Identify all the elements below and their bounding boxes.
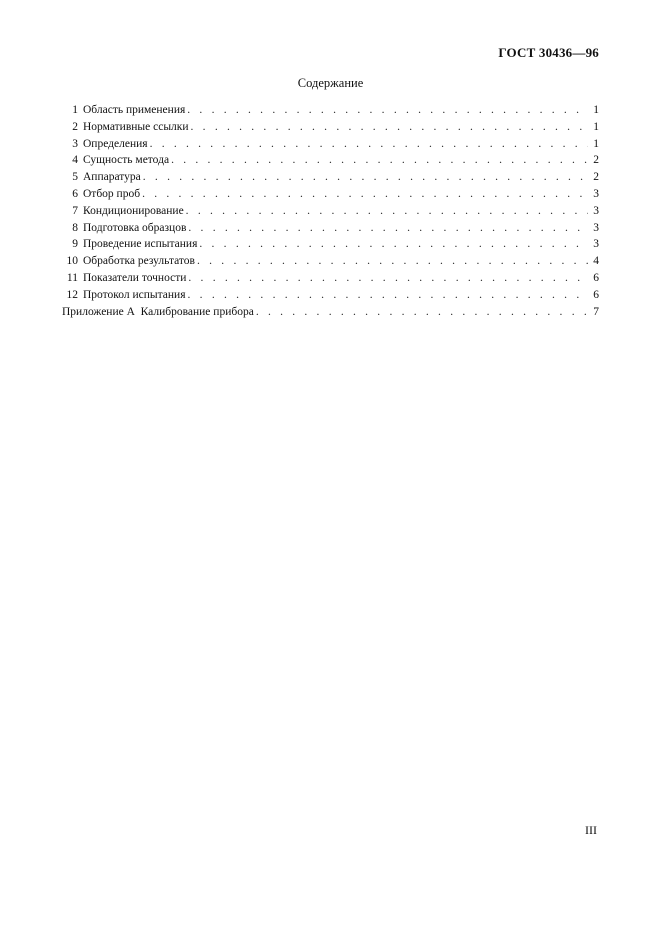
toc-entry-label: Нормативные ссылки (83, 120, 189, 133)
toc-entry-page: 6 (593, 288, 599, 301)
toc-entry-number: 8 (72, 221, 78, 234)
toc-entry-page: 6 (593, 271, 599, 284)
toc-entry-label: Протокол испытания (83, 288, 186, 301)
table-of-contents (62, 102, 599, 320)
toc-dot-leader (142, 186, 588, 203)
toc-entry[interactable] (62, 287, 599, 304)
toc-entry[interactable] (62, 152, 599, 169)
toc-entry-number: 1 (72, 104, 78, 116)
toc-entry-label: Определения (83, 137, 148, 150)
toc-entry-label: Аппаратура (83, 171, 141, 184)
toc-entry-number: 5 (72, 171, 78, 184)
toc-entry-label: Подготовка образцов (83, 221, 187, 234)
toc-entry[interactable] (62, 186, 599, 203)
toc-entry-label: Проведение испытания (83, 238, 198, 251)
toc-entry-number: 7 (72, 204, 78, 217)
toc-entry-number: 6 (72, 187, 78, 200)
toc-dot-leader (150, 136, 588, 153)
toc-entry-number: 3 (72, 137, 78, 150)
toc-entry-page: 3 (593, 204, 599, 217)
toc-entry[interactable] (62, 102, 599, 119)
toc-entry-label: Отбор проб (83, 187, 141, 200)
toc-entry-label: Область применения (83, 104, 186, 116)
toc-dot-leader (256, 304, 588, 321)
toc-entry-number: 9 (72, 238, 78, 251)
toc-entry[interactable] (62, 304, 599, 321)
toc-dot-leader (171, 152, 588, 169)
toc-entry-label: Приложение А Калибрование прибора (62, 305, 254, 318)
toc-dot-leader (188, 220, 588, 237)
toc-entry-number: 10 (66, 255, 78, 268)
toc-entry-page: 1 (593, 137, 599, 150)
toc-entry-page: 4 (593, 255, 599, 268)
toc-dot-leader (186, 203, 588, 220)
toc-entry-number: 4 (72, 154, 78, 167)
toc-entry-label: Обработка результатов (83, 255, 195, 268)
toc-entry-label: Показатели точности (83, 271, 187, 284)
toc-dot-leader (191, 119, 588, 136)
toc-entry-label: Кондиционирование (83, 204, 184, 217)
toc-entry-page: 3 (593, 187, 599, 200)
toc-entry-page: 2 (593, 154, 599, 167)
toc-dot-leader (199, 236, 588, 253)
toc-entry-page: 3 (593, 238, 599, 251)
toc-entry-number: 11 (66, 271, 78, 284)
toc-dot-leader (143, 169, 588, 186)
document-code: ГОСТ 30436—96 (498, 45, 599, 60)
toc-entry-page: 3 (593, 221, 599, 234)
toc-title: Содержание (297, 76, 364, 90)
toc-entry[interactable] (62, 203, 599, 220)
page-number: III (585, 823, 597, 837)
toc-entry[interactable] (62, 119, 599, 136)
toc-entry[interactable] (62, 270, 599, 287)
toc-dot-leader (188, 287, 588, 304)
toc-entry-label: Сущность метода (83, 154, 170, 167)
toc-entry-page: 1 (593, 104, 599, 116)
toc-entry-page: 7 (593, 305, 599, 318)
toc-dot-leader (197, 253, 588, 270)
toc-entry-number: 2 (72, 120, 78, 133)
toc-entry[interactable] (62, 169, 599, 186)
toc-entry-number: 12 (66, 288, 78, 301)
toc-entry-page: 1 (593, 120, 599, 133)
toc-entry-page: 2 (593, 171, 599, 184)
toc-entry[interactable] (62, 136, 599, 153)
toc-dot-leader (188, 270, 588, 287)
toc-dot-leader (187, 102, 588, 119)
toc-entry[interactable] (62, 220, 599, 237)
toc-entry[interactable] (62, 253, 599, 270)
toc-entry[interactable] (62, 236, 599, 253)
